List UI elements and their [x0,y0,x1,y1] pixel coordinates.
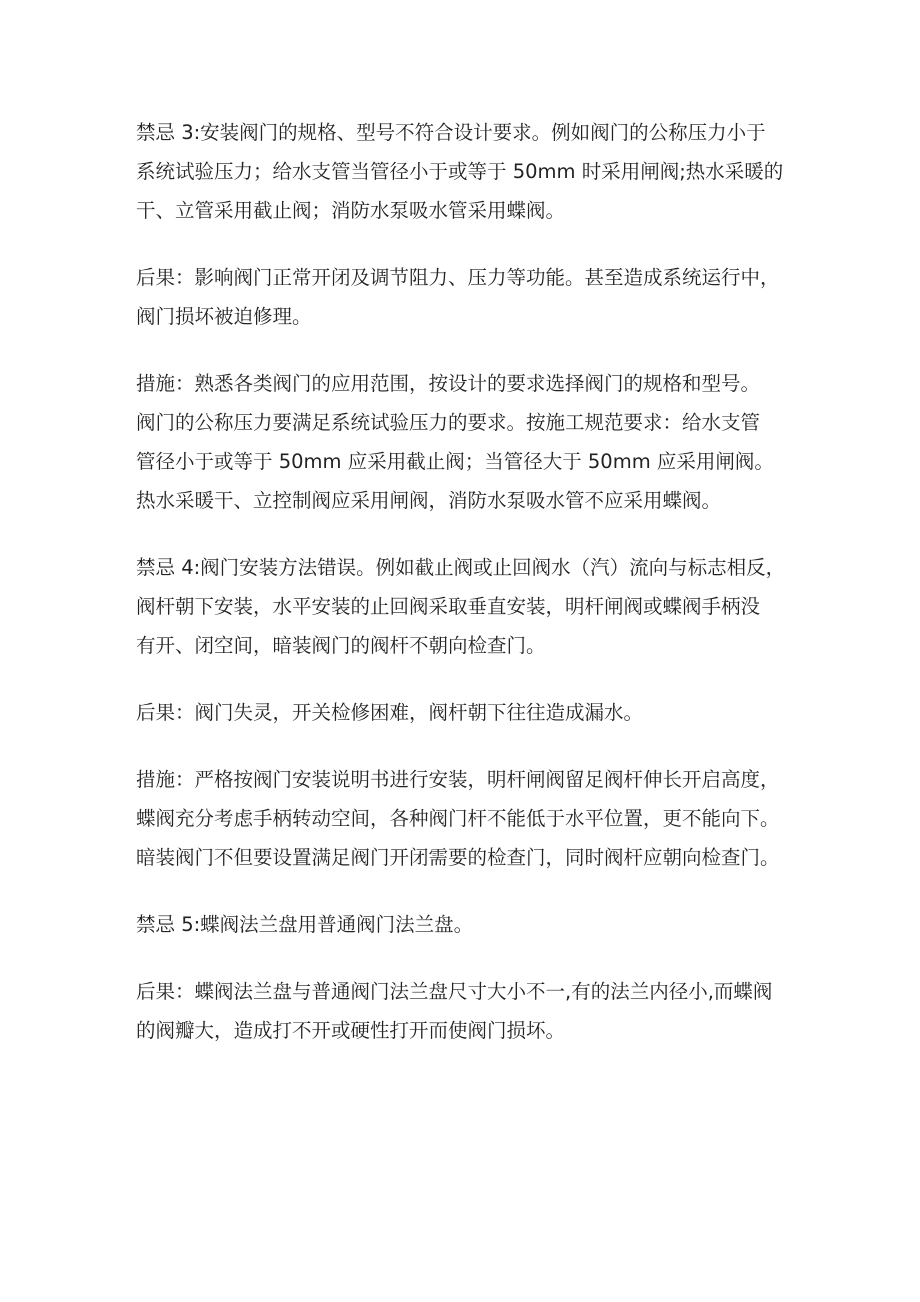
document-body [136,113,816,1078]
text-line: 禁忌 4:阀门安装方法错误。例如截止阀或止回阀水（汽）流向与标志相反， [136,556,786,579]
paragraph-taboo-5 [136,905,816,944]
text-line: 管径小于或等于 50mm 应采用截止阀；当管径大于 50mm 应采用闸阀。 [136,450,774,473]
paragraph-measure-3 [136,364,816,520]
paragraph-taboo-3 [136,113,816,230]
text-line: 暗装阀门不但要设置满足阀门开闭需要的检查门，同时阀杆应朝向检查门。 [136,846,780,869]
paragraph-measure-4 [136,760,816,877]
text-line: 系统试验压力；给水支管当管径小于或等于 50mm 时采用闸阀;热水采暖的 [136,160,784,183]
text-line: 阀杆朝下安装，水平安装的止回阀采取垂直安装，明杆闸阀或蝶阀手柄没 [136,595,761,618]
text-line: 阀门损坏被迫修理。 [136,305,312,328]
paragraph-consequence-5 [136,972,816,1050]
text-line: 禁忌 5:蝶阀法兰盘用普通阀门法兰盘。 [136,913,474,936]
text-line: 蝶阀充分考虑手柄转动空间，各种阀门杆不能低于水平位置，更不能向下。 [136,807,780,830]
text-line: 禁忌 3:安装阀门的规格、型号不符合设计要求。例如阀门的公称压力小于 [136,121,766,144]
text-line: 措施：严格按阀门安装说明书进行安装，明杆闸阀留足阀杆伸长开启高度， [136,768,780,791]
paragraph-consequence-3 [136,258,816,336]
text-line: 后果：蝶阀法兰盘与普通阀门法兰盘尺寸大小不一,有的法兰内径小,而蝶阀 [136,980,773,1003]
text-line: 后果：阀门失灵，开关检修困难，阀杆朝下往往造成漏水。 [136,701,644,724]
text-line: 后果：影响阀门正常开闭及调节阻力、压力等功能。甚至造成系统运行中， [136,266,780,289]
text-line: 有开、闭空间，暗装阀门的阀杆不朝向检查门。 [136,634,546,657]
text-line: 的阀瓣大，造成打不开或硬性打开而使阀门损坏。 [136,1019,566,1042]
text-line: 干、立管采用截止阀；消防水泵吸水管采用蝶阀。 [136,199,566,222]
text-line: 热水采暖干、立控制阀应采用闸阀，消防水泵吸水管不应采用蝶阀。 [136,489,722,512]
text-line: 阀门的公称压力要满足系统试验压力的要求。按施工规范要求：给水支管 [136,411,761,434]
paragraph-taboo-4 [136,548,816,665]
text-line: 措施：熟悉各类阀门的应用范围，按设计的要求选择阀门的规格和型号。 [136,372,761,395]
paragraph-consequence-4 [136,693,816,732]
